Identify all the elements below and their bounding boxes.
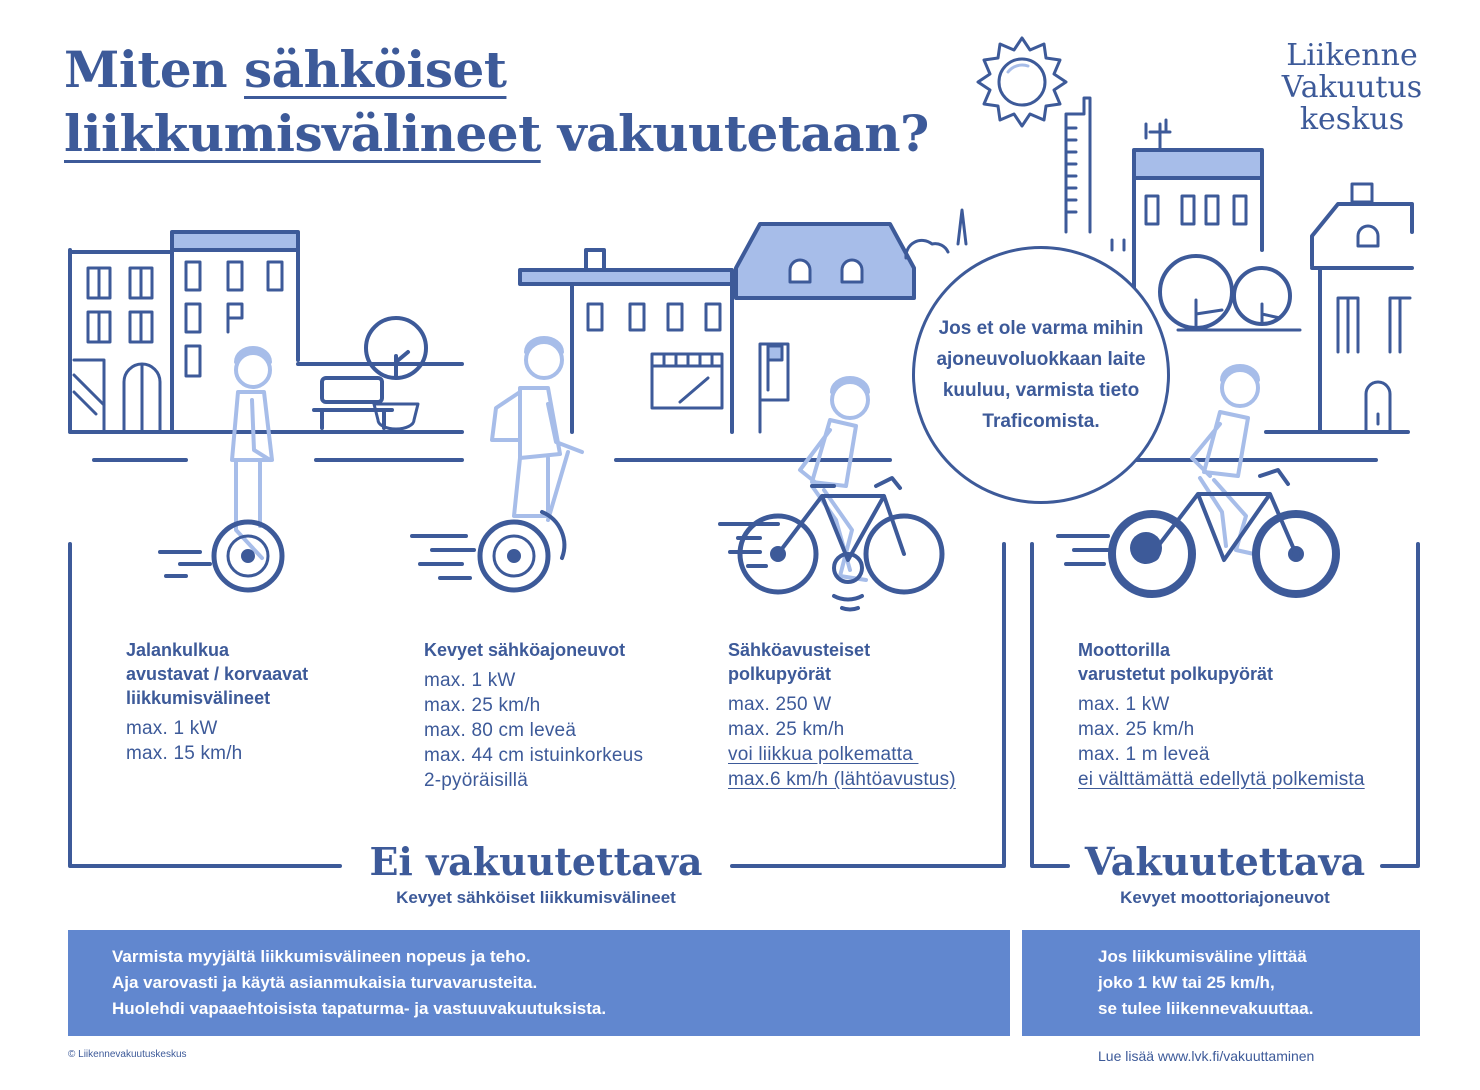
not-insured-label: Ei vakuutettava — [369, 839, 703, 884]
category-heading: Jalankulkua avustavat / korvaavat liikkumisvälineet — [126, 640, 309, 708]
sun-icon — [978, 38, 1066, 126]
category-heading: Moottorilla varustetut polkupyörät — [1078, 640, 1274, 684]
person-segway-icon — [412, 338, 582, 590]
category-motorized-bikes: Moottorilla varustetut polkupyörät max. 1 kW max. 25 km/h max. 1 m leveä ei välttämättä edellytä polkemista — [1078, 638, 1408, 792]
insured-label: Vakuutettava — [1084, 839, 1366, 884]
not-insured-sub: Kevyet sähköiset liikkumisvälineet — [396, 888, 676, 907]
category-light-electric-vehicles: Kevyet sähköajoneuvot max. 1 kW max. 25 km/h max. 80 cm leveä max. 44 cm istuinkorkeus 2-pyöräisillä — [424, 638, 704, 793]
copyright: © Liikennevakuutuskeskus — [68, 1049, 187, 1060]
category-electric-assist-bikes: Sähköavusteiset polkupyörät max. 250 W max. 25 km/h voi liikkua polkematta max.6 km/h (lähtöavustus) — [728, 638, 998, 792]
person-unicycle-icon — [160, 348, 282, 590]
category-heading: Kevyet sähköajoneuvot — [424, 640, 626, 660]
title-line1: Miten sähköiset — [64, 40, 507, 99]
middle-building — [520, 210, 966, 432]
category-pedestrian-aids: Jalankulkua avustavat / korvaavat liikkumisvälineet max. 1 kW max. 15 km/h — [126, 638, 376, 766]
advice-band: Varmista myyjältä liikkumisvälineen nopeus ja teho. Aja varovasti ja käytä asianmukaisia turvavarusteita. Huolehdi vapaaehtoisista tapaturma- ja vastuuvakuutuksista. — [68, 930, 1010, 1036]
read-more-link[interactable]: Lue lisää www.lvk.fi/vakuuttaminen — [1098, 1048, 1315, 1064]
title-line2: liikkumisvälineet vakuutetaan? — [64, 104, 929, 163]
lvk-logo[interactable]: Liikenne Vakuutus keskus — [1281, 38, 1423, 137]
insurance-rule-band: Jos liikkumisväline ylittää joko 1 kW tai 25 km/h, se tulee liikennevakuuttaa. — [1022, 930, 1420, 1036]
insured-sub: Kevyet moottoriajoneuvot — [1120, 888, 1330, 907]
category-heading: Sähköavusteiset polkupyörät — [728, 640, 871, 684]
traficom-bubble: Jos et ole varma mihin ajoneuvoluokkaan laite kuuluu, varmista tieto Traficomista. — [912, 246, 1170, 504]
person-ebike-icon — [720, 378, 942, 609]
tree-icon — [366, 318, 426, 429]
